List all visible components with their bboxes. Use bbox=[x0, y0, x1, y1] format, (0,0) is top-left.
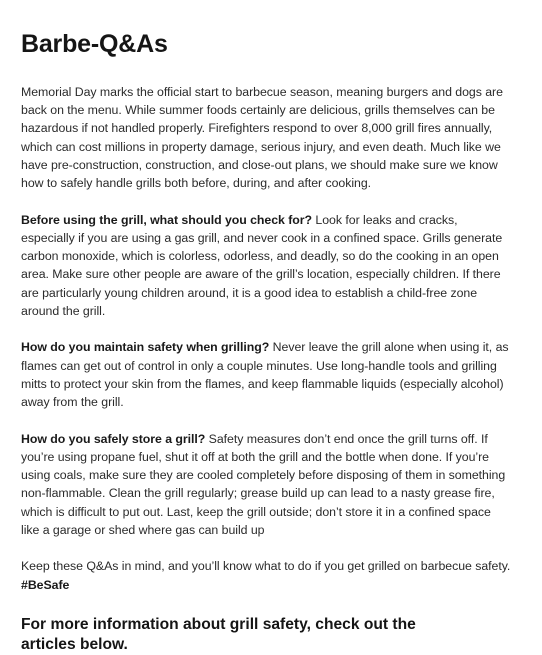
besafe-hashtag: #BeSafe bbox=[21, 577, 70, 592]
more-info-heading: For more information about grill safety, check out the articles below. bbox=[21, 615, 416, 653]
question-before-grilling: Before using the grill, what should you check for? bbox=[21, 212, 313, 227]
question-maintain-safety: How do you maintain safety when grilling? bbox=[21, 340, 270, 355]
article bbox=[21, 0, 511, 655]
answer-maintain-safety: Never leave the grill alone when using it, as flames can get out of control in only a couple minutes. Use long-handle tools and grilling mitts to protect your skin from the flames, and keep flammable liquids (especially alcohol) away from the grill. bbox=[21, 340, 509, 410]
closing-paragraph bbox=[21, 557, 511, 593]
page-title: Barbe-Q&As bbox=[21, 30, 168, 58]
answer-store-grill: Safety measures don’t end once the grill turns off. If you’re using propane fuel, shut it off at both the grill and the bottle when done. If you’re using coals, make sure they are cooled completely before disposing of them in something non-flammable. Clean the grill regularly; grease build up can lead to a nasty grease fire, which is difficult to put out. Last, keep the grill outside; don’t store it in a confined space like a garage or shed where gas can build up bbox=[21, 431, 506, 537]
qa-before-grilling bbox=[21, 211, 511, 320]
answer-before-grilling: Look for leaks and cracks, especially if you are using a gas grill, and never cook in a confined space. Grills generate carbon monoxide, which is colorless, odorless, and deadly, so do the cooking in an open area. Make sure other people are aware of the grill’s location, especially children. If there are particularly young children around, it is a good idea to establish a child-free zone around the grill. bbox=[21, 212, 503, 318]
qa-maintain-safety bbox=[21, 338, 511, 411]
closing-text: Keep these Q&As in mind, and you’ll know what to do if you get grilled on barbecue safety. bbox=[21, 559, 511, 574]
question-store-grill: How do you safely store a grill? bbox=[21, 431, 206, 446]
qa-store-grill bbox=[21, 430, 511, 539]
intro-paragraph: Memorial Day marks the official start to barbecue season, meaning burgers and dogs are back on the menu. While summer foods certainly are delicious, grills themselves can be hazardous if not handled properly. Firefighters respond to over 8,000 grill fires annually, which can cost millions in property damage, serious injury, and even death. Much like we have pre-construction, construction, and close-out plans, we should make sure we know how to safely handle grills both before, during, and after cooking. bbox=[21, 85, 503, 191]
